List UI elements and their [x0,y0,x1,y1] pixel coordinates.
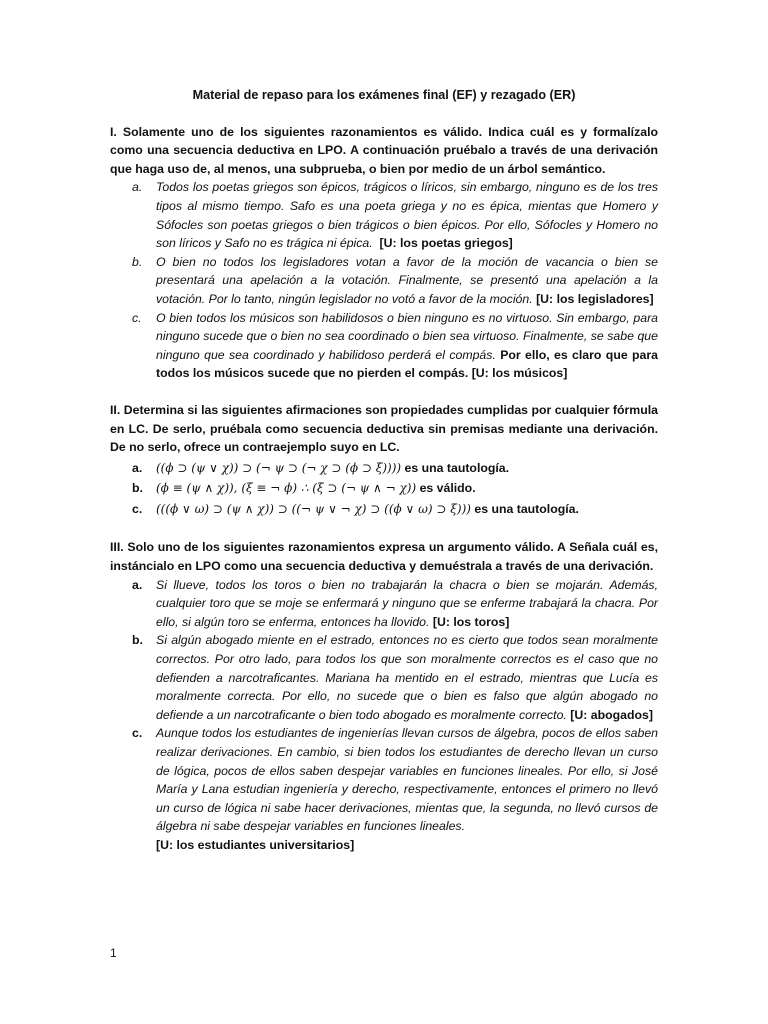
section-3-heading: III. Solo uno de los siguientes razonamientos expresa un argumento válido. A Señala cuál es, instáncialo en LPO como una secuencia deductiva y demuéstrala a través de una derivación. [110,540,658,574]
item-label: a. [132,577,143,592]
item-formula: ((ϕ ⊃ (ψ ∨ χ)) ⊃ (¬ ψ ⊃ (¬ χ ⊃ (ϕ ⊃ ξ)))) [156,460,402,475]
item-label: b. [132,254,143,269]
section-1-item-b [110,253,658,309]
section-2-heading: II. Determina si las siguientes afirmaciones son propiedades cumplidas por cualquier fórmula en LC. De serlo, pruébala como secuencia deductiva sin premisas mediante una derivación. De no serlo, ofrece un contraejemplo suyo en LC. [110,402,658,455]
item-formula: (((ϕ ∨ ω) ⊃ (ψ ∧ χ)) ⊃ ((¬ ψ ∨ ¬ χ) ⊃ ((ϕ ∨ ω) ⊃ ξ))) [156,501,471,516]
item-label: b. [132,481,143,496]
item-label: c. [132,310,142,325]
section-2-item-b [110,479,658,498]
item-universe: [U: abogados] [570,707,653,722]
section-3-item-a [110,576,658,632]
item-claim: es una tautología. [404,460,510,475]
item-text: O bien todos los músicos son habilidosos o bien ninguno es no virtuoso. Sin embargo, para ninguno sucede que o bien no sea coordinado o bien sea virtuoso. Finalmente, se sabe que ninguno que sea coordinado y habilidoso perderá el compás. [156,310,658,362]
item-label: c. [132,501,143,516]
item-label: a. [132,180,143,195]
page-number: 1 [110,946,117,960]
section-2-item-a [110,459,658,478]
page-title: Material de repaso para los exámenes final (EF) y rezagado (ER) [192,88,576,102]
item-label: c. [132,726,143,741]
item-text: Aunque todos los estudiantes de ingenierías llevan cursos de álgebra, pocos de ellos saben realizar derivaciones. En cambio, si bien todos los estudiantes de derecho llevan un curso de lógica, pocos de ellos saben despejar variables en funciones lineales. Por ello, si José María y Lana estudian ingeniería y derecho, respectivamente, entonces el primero no llevó un curso de lógica ni sabe hacer derivaciones, mientas que, la segunda, no llevó cursos de álgebra ni sabe despejar variables en funciones lineales. [156,726,658,834]
item-claim: es válido. [419,481,476,496]
item-universe: [U: los estudiantes universitarios] [156,837,355,852]
item-text: Si llueve, todos los toros o bien no trabajarán la chacra o bien se mojarán. Además, cualquier toro que se moje se enfermará y ninguno que se enferme trabajará la chacra. Por ello, si algún toro se enferma, entonces ha llovido. [156,577,658,629]
item-formula: (ϕ ≡ (ψ ∧ χ)), (ξ ≡ ¬ ϕ) ∴ (ξ ⊃ (¬ ψ ∧ ¬ χ)) [156,481,417,496]
section-3-item-b [110,631,658,724]
item-claim: es una tautología. [474,501,579,516]
section-3-item-c [110,724,658,854]
item-label: a. [132,460,143,475]
section-1-item-a [110,178,658,252]
document-page [110,86,658,855]
item-conclusion: Por ello, es claro que para todos los músicos sucede que no pierden el compás. [U: los músicos] [156,347,659,381]
item-universe: [U: los legisladores] [536,291,654,306]
section-2-item-c [110,500,658,519]
item-text: Todos los poetas griegos son épicos, trágicos o líricos, sin embargo, ninguno es de los tres tipos al mismo tiempo. Safo es una poeta griega y no es épica, mientas que Homero y Sófocles son poetas griegos o bien trágicos o bien épicos. Por ello, Sófocles y Homero no son líricos y Safo no es trágica ni épica. [156,180,658,251]
item-label: b. [132,633,143,648]
item-text: Si algún abogado miente en el estrado, entonces no es cierto que todos sean moralmente correctos. Por otro lado, para todos los que son moralmente correctos es el caso que no defienden a narcotraficantes. Mariana ha mentido en el estrado, mientras que Lucía es moralmente correcta. Por ello, no sucede que o bien es falso que algún abogado no defiende a un narcotraficante o bien todo abogado es moralmente correcto. [156,633,658,722]
item-universe: [U: los toros] [432,614,510,629]
item-text: O bien no todos los legisladores votan a favor de la moción de vacancia o bien se presentará una apelación a la votación. Finalmente, se presentó una apelación a la votación. Por lo tanto, ningún legislador no votó a favor de la moción. [156,254,658,306]
item-universe: [U: los poetas griegos] [379,236,513,251]
section-1-heading: I. Solamente uno de los siguientes razonamientos es válido. Indica cuál es y formalízalo como una secuencia deductiva en LPO. A continuación pruébalo a través de una derivación que haga uso de, al menos, una subprueba, o bien por medio de un árbol semántico. [110,124,658,176]
section-1-item-c [110,309,658,383]
